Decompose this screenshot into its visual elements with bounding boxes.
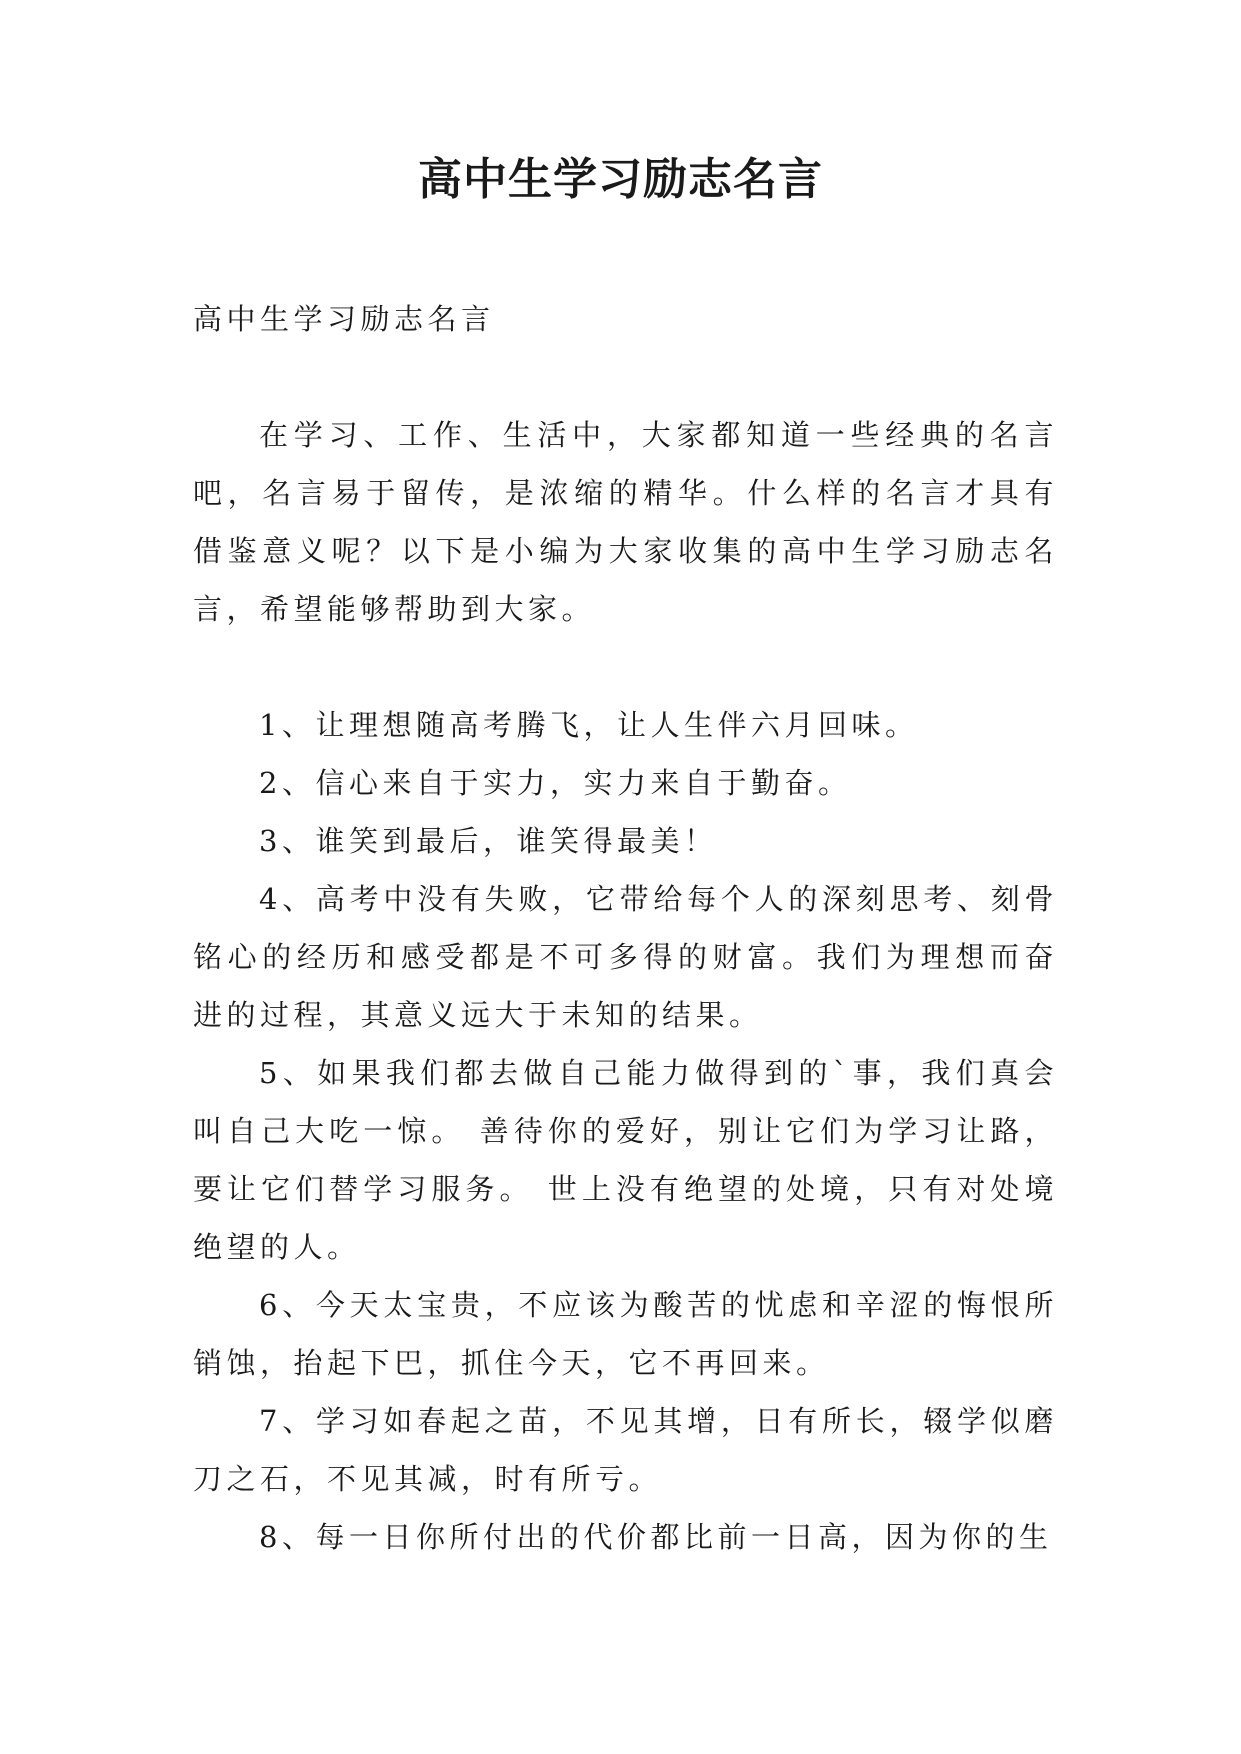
quote-item: 6、今天太宝贵，不应该为酸苦的忧虑和辛涩的悔恨所销蚀，抬起下巴，抓住今天，它不再回来。	[193, 1288, 1058, 1380]
quote-item: 7、学习如春起之苗，不见其增，日有所长，辍学似磨刀之石，不见其减，时有所亏。	[193, 1404, 1058, 1496]
quote-item: 2、信心来自于实力，实力来自于勤奋。	[259, 766, 852, 800]
quote-item: 8、每一日你所付出的代价都比前一日高，因为你的生	[259, 1520, 1053, 1554]
intro-paragraph: 在学习、工作、生活中，大家都知道一些经典的名言吧，名言易于留传，是浓缩的精华。什么样的名言才具有借鉴意义呢？以下是小编为大家收集的高中生学习励志名言，希望能够帮助到大家。	[193, 418, 1058, 626]
quote-item: 4、高考中没有失败，它带给每个人的深刻思考、刻骨铭心的经历和感受都是不可多得的财富。我们为理想而奋进的过程，其意义远大于未知的结果。	[193, 882, 1058, 1032]
document-title: 高中生学习励志名言	[418, 154, 823, 205]
quote-item: 3、谁笑到最后，谁笑得最美！	[259, 824, 718, 858]
document-subtitle: 高中生学习励志名言	[193, 302, 495, 336]
quote-item: 5、如果我们都去做自己能力做得到的`事，我们真会叫自己大吃一惊。 善待你的爱好，别让它们为学习让路，要让它们替学习服务。 世上没有绝望的处境，只有对处境绝望的人。	[193, 1056, 1058, 1264]
document-body	[193, 290, 1058, 1566]
quote-item: 1、让理想随高考腾飞，让人生伴六月回味。	[259, 708, 919, 742]
